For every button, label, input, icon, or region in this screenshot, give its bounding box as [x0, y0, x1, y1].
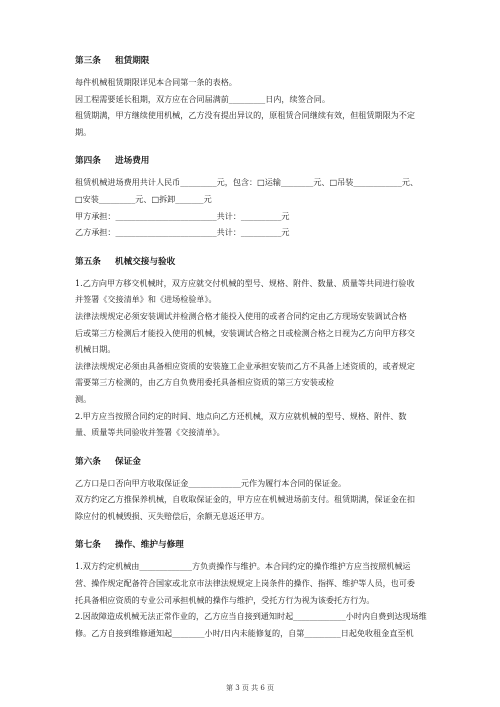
paragraph-line: 租赁机械进场费用共计人民币_________元，包含：□运输________元、□吊装____________元、 [75, 177, 419, 188]
paragraph-line: 托具备相应资质的专业公司承担机械的操作与维护，受托方行为视为该委托方行为。 [75, 594, 375, 605]
paragraph-line: 法律法规规定必须由具备相应资质的安装施工企业承担安装而乙方不具备上述资质的，或者规定 [75, 360, 415, 371]
paragraph-line: 乙方承担：_________________________共计：__________元 [75, 227, 290, 238]
article-title: 操作、维护与修理 [115, 540, 184, 551]
paragraph-line: 期。 [75, 126, 92, 137]
paragraph-line: 修。乙方自接到维修通知起________小时/日内未能修复的，自第_________日起免收租金直至机 [75, 627, 414, 638]
article-title: 机械交接与验收 [115, 256, 176, 267]
page-number-footer: 第 3 页 共 6 页 [225, 684, 275, 692]
paragraph-line: 法律法规规定必须安装调试并检测合格才能投入使用的或者合同约定由乙方现场安装调试合格 [75, 310, 407, 321]
article-title: 进场费用 [115, 156, 150, 167]
paragraph-line: 营、操作规定配备符合国家或北京市法律法规规定上岗条件的操作、指挥、维护等人员，也可委 [75, 578, 415, 589]
paragraph-line: □安装_________元、□拆卸_______元 [75, 193, 212, 204]
paragraph-line: 后或第三方检测后才能投入使用的机械，安装调试合格之日或检测合格之日视为乙方向甲方移交 [75, 327, 415, 338]
paragraph-line: 机械日期。 [75, 344, 116, 355]
paragraph-line: 并签署《交接清单》和《进场检验单》。 [75, 294, 217, 305]
article-heading [75, 455, 427, 469]
article-5-handover-inspection [75, 255, 427, 441]
article-heading [75, 255, 427, 269]
article-number: 第七条 [75, 540, 101, 551]
contract-body [75, 54, 427, 641]
article-heading [75, 538, 427, 552]
paragraph-line: 量、质量等共同验收并签署《交接清单》。 [75, 427, 225, 438]
paragraph-line: 乙方口是口否向甲方收取保证金_____________元作为履行本合同的保证金。 [75, 477, 347, 488]
paragraph-line: 每件机械租赁期限详见本合同第一条的表格。 [75, 77, 237, 87]
article-7-operation-maintenance [75, 538, 427, 641]
paragraph-line: 1.双方约定机械由_____________方负责操作与维护。本合同约定的操作维护方应当按照机械运 [75, 561, 411, 572]
paragraph-line: 测。 [75, 393, 92, 404]
article-4-entry-fees [75, 154, 427, 240]
paragraph-line: 1.乙方向甲方移交机械时，双方应就交付机械的型号、规格、附件、数量、质量等共同进行验收 [75, 277, 415, 288]
article-6-deposit [75, 455, 427, 525]
article-heading [75, 154, 427, 168]
article-3-lease-term [75, 54, 427, 140]
paragraph-line: 除应付的机械毁损、灭失赔偿后，余额无息返还甲方。 [75, 510, 270, 521]
paragraph-line: 需要第三方检测的，由乙方自负费用委托具备相应资质的第三方安装或检 [75, 377, 335, 388]
article-number: 第五条 [75, 256, 101, 267]
paragraph-line: 双方约定乙方推保养机械，自收取保证金的，甲方应在机械进场前支付。租赁期满，保证金在扣 [75, 494, 415, 505]
article-number: 第三条 [75, 56, 101, 66]
paragraph-line: 甲方承担：_________________________共计：__________元 [75, 210, 290, 221]
article-heading [75, 54, 427, 68]
paragraph-line: 因工程需要延长租期，双方应在合同届满前_________日内，续签合同。 [75, 93, 330, 104]
paragraph-line: 2.因故障造成机械无法正常作业的，乙方应当自接到通知时起_____________小时内自费到达现场维 [75, 611, 427, 622]
article-title: 保证金 [115, 456, 141, 467]
article-title: 租赁期限 [115, 56, 150, 66]
paragraph-line: 租赁期满，甲方继续使用机械，乙方没有提出异议的，原租赁合同继续有效，但租赁期限为不定 [75, 110, 415, 121]
article-number: 第六条 [75, 456, 101, 467]
paragraph-line: 2.甲方应当按照合同约定的时间、地点向乙方还机械，双方应就机械的型号、规格、附件、数 [75, 410, 407, 421]
article-number: 第四条 [75, 156, 101, 167]
